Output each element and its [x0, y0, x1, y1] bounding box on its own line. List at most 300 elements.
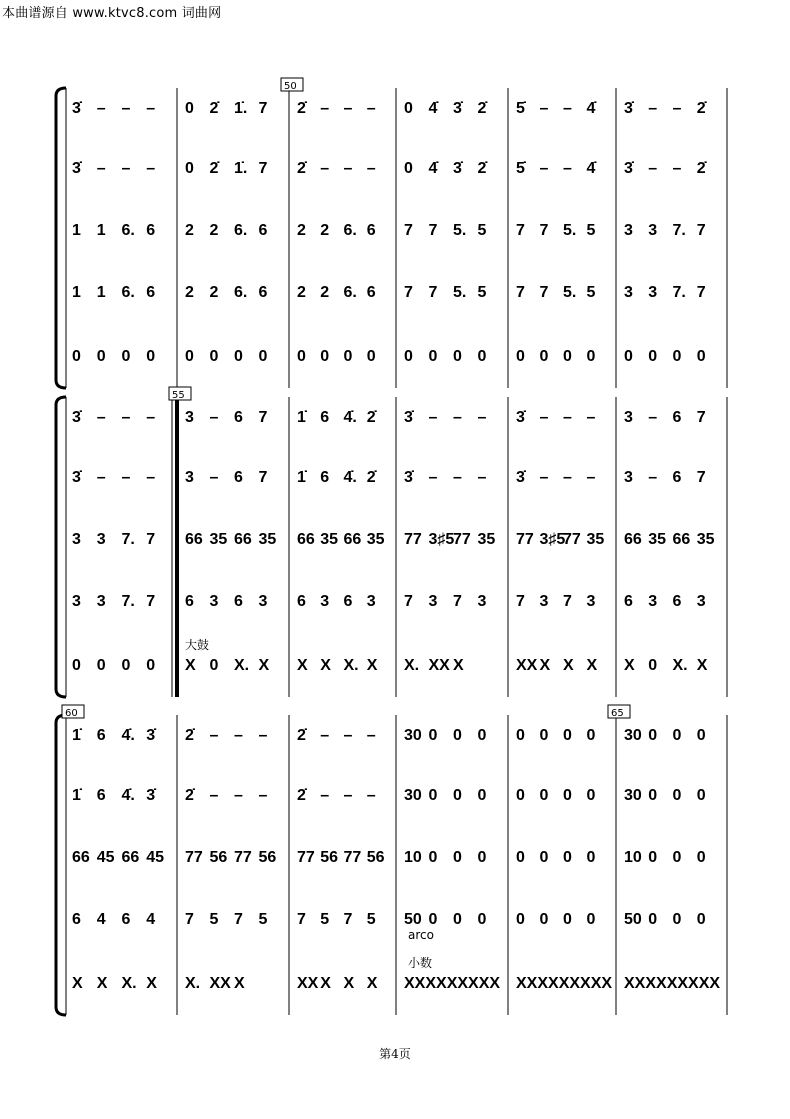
- note: 3̇: [404, 409, 413, 426]
- note: 6.: [234, 222, 248, 239]
- note: 3: [648, 593, 658, 610]
- note: 2̇: [297, 160, 306, 177]
- note: 3: [648, 222, 658, 239]
- note: 66: [672, 531, 691, 548]
- note: –: [453, 469, 462, 486]
- note: X: [72, 975, 83, 992]
- note: 0: [72, 348, 81, 365]
- note: 2̇: [696, 160, 706, 177]
- note: X.: [121, 975, 137, 992]
- note: 35: [586, 531, 605, 548]
- note: –: [96, 469, 106, 486]
- note: –: [586, 409, 596, 426]
- note: 4̇: [586, 100, 596, 117]
- note: 0: [672, 348, 682, 365]
- note: –: [343, 100, 353, 117]
- note: 0: [453, 348, 462, 365]
- note: 66: [343, 531, 362, 548]
- note: X: [297, 657, 308, 674]
- note: 7: [696, 469, 706, 486]
- note: 0: [209, 348, 219, 365]
- note: 1̇.: [234, 160, 248, 177]
- note: 66: [185, 531, 203, 548]
- note: 0: [563, 727, 572, 744]
- note: 3: [696, 593, 706, 610]
- note: 3: [320, 593, 330, 610]
- note: –: [366, 160, 376, 177]
- note: 2̇: [209, 100, 219, 117]
- note: –: [146, 409, 156, 426]
- note: 3̇: [146, 787, 156, 804]
- note: 7: [146, 593, 156, 610]
- note: 0: [586, 787, 596, 804]
- note: –: [563, 409, 572, 426]
- note: –: [648, 100, 658, 117]
- note: –: [121, 160, 131, 177]
- note: –: [234, 787, 243, 804]
- note: 7: [404, 284, 413, 301]
- note: 6: [146, 284, 156, 301]
- note: 6: [96, 727, 106, 744]
- note: 0: [234, 348, 243, 365]
- note: 0: [404, 100, 413, 117]
- note: –: [366, 100, 376, 117]
- note: 2̇: [477, 100, 487, 117]
- note: 6.: [343, 284, 357, 301]
- note: 0: [696, 849, 706, 866]
- note: 0: [648, 849, 658, 866]
- note: 5: [209, 911, 219, 928]
- note: 7: [696, 284, 706, 301]
- note: 0: [563, 348, 572, 365]
- note: 7: [404, 593, 413, 610]
- note: 3: [539, 593, 549, 610]
- note: 7: [539, 222, 549, 239]
- system-brace: [56, 397, 66, 697]
- note: 56: [209, 849, 228, 866]
- note: 0: [539, 727, 549, 744]
- note: –: [477, 469, 487, 486]
- note: 3: [624, 469, 633, 486]
- note: 45: [146, 849, 165, 866]
- note: 5.: [453, 284, 467, 301]
- note: 7: [258, 100, 268, 117]
- note: 5: [586, 284, 596, 301]
- note: 0: [563, 911, 572, 928]
- note: 4̇: [428, 160, 438, 177]
- note: –: [648, 469, 658, 486]
- note: 0: [404, 160, 413, 177]
- note: 6.: [121, 284, 135, 301]
- note: 6: [185, 593, 194, 610]
- note: X: [320, 975, 331, 992]
- note: 0: [477, 911, 487, 928]
- note: 3̇: [404, 469, 413, 486]
- note: 56: [258, 849, 277, 866]
- note: 7: [258, 469, 268, 486]
- note: –: [586, 469, 596, 486]
- note: –: [672, 160, 682, 177]
- note: 0: [146, 348, 156, 365]
- note: 0: [258, 348, 268, 365]
- note: X: [258, 657, 270, 674]
- note: 0: [539, 348, 549, 365]
- note: XX: [297, 975, 319, 992]
- note: 2: [185, 222, 194, 239]
- note: 3: [72, 531, 81, 548]
- note: 7: [404, 222, 413, 239]
- note: 3: [624, 409, 633, 426]
- note: 4: [146, 911, 156, 928]
- note: 4̇.: [343, 409, 357, 426]
- note: 6: [320, 469, 330, 486]
- note: –: [343, 160, 353, 177]
- note: 3: [648, 284, 658, 301]
- note: 5: [477, 222, 487, 239]
- note: 7.: [672, 284, 686, 301]
- note: 0: [624, 348, 633, 365]
- note: 3: [624, 222, 633, 239]
- note: 77: [453, 531, 471, 548]
- note: 7: [516, 284, 525, 301]
- note: –: [648, 409, 658, 426]
- note: –: [320, 160, 330, 177]
- note: XXXXXXXXX: [404, 975, 501, 992]
- note: 0: [185, 160, 194, 177]
- note: 6: [234, 593, 243, 610]
- note: –: [343, 787, 353, 804]
- note: 5: [366, 911, 376, 928]
- note: 7: [428, 284, 438, 301]
- note: –: [428, 469, 438, 486]
- note: 50: [624, 911, 642, 928]
- note: 77: [516, 531, 534, 548]
- note: 2̇: [477, 160, 487, 177]
- note: 5: [320, 911, 330, 928]
- note: 2̇: [209, 160, 219, 177]
- note: –: [209, 787, 219, 804]
- note: –: [453, 409, 462, 426]
- note: X.: [234, 657, 250, 674]
- note: 3: [72, 593, 81, 610]
- note: 77: [404, 531, 422, 548]
- note: 0: [185, 100, 194, 117]
- note: 7: [258, 160, 268, 177]
- system-brace: [56, 88, 66, 388]
- note: 0: [453, 727, 462, 744]
- note: 0: [696, 727, 706, 744]
- note: 5: [586, 222, 596, 239]
- note: 6: [672, 469, 682, 486]
- note: 1̇: [72, 727, 81, 744]
- note: 66: [234, 531, 252, 548]
- note: 7: [343, 911, 353, 928]
- note: 2: [297, 222, 306, 239]
- note: 45: [96, 849, 115, 866]
- note: 7: [563, 593, 572, 610]
- note: 3̇: [516, 469, 525, 486]
- note: 6: [366, 284, 376, 301]
- note: 0: [428, 911, 438, 928]
- note: 6: [146, 222, 156, 239]
- note: 0: [648, 911, 658, 928]
- note: 2̇: [297, 787, 306, 804]
- note: –: [121, 469, 131, 486]
- note: 5.: [563, 284, 577, 301]
- note: 50: [404, 911, 422, 928]
- note: 30: [404, 787, 422, 804]
- note: 0: [121, 657, 131, 674]
- note: X.: [672, 657, 688, 674]
- note: 5̇: [516, 160, 525, 177]
- note: –: [563, 469, 572, 486]
- note: 5.: [563, 222, 577, 239]
- note: 77: [563, 531, 581, 548]
- note: 1̇.: [234, 100, 248, 117]
- note: 0: [696, 348, 706, 365]
- note: 3: [185, 409, 194, 426]
- note: 2: [209, 284, 219, 301]
- note: 3: [96, 531, 106, 548]
- note: –: [366, 727, 376, 744]
- note: 2̇: [185, 727, 194, 744]
- note: –: [539, 100, 549, 117]
- note: 0: [297, 348, 306, 365]
- note: –: [209, 727, 219, 744]
- note: –: [121, 409, 131, 426]
- note: 2̇: [366, 469, 376, 486]
- note: –: [121, 100, 131, 117]
- note: 0: [648, 657, 658, 674]
- note: 30: [404, 727, 422, 744]
- note: 0: [428, 849, 438, 866]
- note: 7: [516, 222, 525, 239]
- note: 3: [96, 593, 106, 610]
- note: 4̇.: [343, 469, 357, 486]
- instrument-annotation: 小数: [408, 956, 433, 970]
- note: 1̇: [297, 409, 306, 426]
- note: 10: [624, 849, 642, 866]
- note: 6: [320, 409, 330, 426]
- note: 0: [672, 849, 682, 866]
- note: 7: [428, 222, 438, 239]
- note: –: [96, 409, 106, 426]
- note: 7: [453, 593, 462, 610]
- note: 0: [96, 348, 106, 365]
- note: –: [320, 100, 330, 117]
- note: 3: [258, 593, 268, 610]
- note: 0: [428, 787, 438, 804]
- note: 0: [146, 657, 156, 674]
- note: X.: [185, 975, 201, 992]
- note: –: [209, 409, 219, 426]
- note: 0: [539, 911, 549, 928]
- note: 0: [586, 911, 596, 928]
- note: 6.: [234, 284, 248, 301]
- note: X: [696, 657, 708, 674]
- note: 0: [72, 657, 81, 674]
- note: –: [648, 160, 658, 177]
- note: 0: [648, 787, 658, 804]
- note: 3: [586, 593, 596, 610]
- note: 3̇: [146, 727, 156, 744]
- note: X: [366, 657, 378, 674]
- measure-number: 55: [172, 390, 185, 401]
- note: 0: [477, 787, 487, 804]
- note: 35: [366, 531, 385, 548]
- note: 0: [516, 911, 525, 928]
- note: –: [539, 469, 549, 486]
- note: 6: [234, 409, 243, 426]
- note: 2̇: [297, 727, 306, 744]
- note: 6: [72, 911, 81, 928]
- note: 66: [121, 849, 140, 866]
- note: 2̇: [366, 409, 376, 426]
- note: –: [209, 469, 219, 486]
- note: X: [146, 975, 157, 992]
- note: 5: [477, 284, 487, 301]
- note: 0: [121, 348, 131, 365]
- note: 0: [404, 348, 413, 365]
- note: 0: [453, 911, 462, 928]
- note: 66: [624, 531, 642, 548]
- note: 7.: [121, 531, 135, 548]
- note: 0: [428, 348, 438, 365]
- measure-number: 65: [611, 708, 624, 719]
- note: X: [366, 975, 378, 992]
- note: 0: [648, 727, 658, 744]
- note: 6: [121, 911, 131, 928]
- note: 0: [672, 787, 682, 804]
- note: 0: [586, 348, 596, 365]
- note: 0: [185, 348, 194, 365]
- note: 66: [297, 531, 315, 548]
- note: 5: [258, 911, 268, 928]
- note: 1: [96, 284, 106, 301]
- note: 0: [516, 727, 525, 744]
- note: 35: [209, 531, 228, 548]
- note: –: [146, 100, 156, 117]
- note: 0: [539, 849, 549, 866]
- note: 4̇.: [121, 727, 135, 744]
- note: –: [258, 787, 268, 804]
- note: 2̇: [185, 787, 194, 804]
- note: 10: [404, 849, 422, 866]
- note: 77: [234, 849, 252, 866]
- note: 56: [366, 849, 385, 866]
- note: 6: [297, 593, 306, 610]
- note: 6: [672, 409, 682, 426]
- note: 6.: [121, 222, 135, 239]
- note: 66: [72, 849, 90, 866]
- note: 0: [453, 849, 462, 866]
- note: 35: [320, 531, 339, 548]
- note: 3̇: [72, 469, 81, 486]
- note: –: [96, 160, 106, 177]
- note: X: [624, 657, 635, 674]
- note: 1̇: [72, 787, 81, 804]
- note: 4: [96, 911, 106, 928]
- note: X: [234, 975, 245, 992]
- note: 3̇: [72, 100, 81, 117]
- note: 6: [258, 284, 268, 301]
- note: 0: [563, 787, 572, 804]
- note: 7: [297, 911, 306, 928]
- note: –: [563, 100, 572, 117]
- note: –: [539, 160, 549, 177]
- note: 0: [672, 911, 682, 928]
- note: 1: [72, 284, 81, 301]
- note: 0: [209, 657, 219, 674]
- note: XXXXXXXXX: [516, 975, 613, 992]
- note: 0: [563, 849, 572, 866]
- note: –: [343, 727, 353, 744]
- note: X: [563, 657, 574, 674]
- note: 30: [624, 787, 642, 804]
- note: 56: [320, 849, 339, 866]
- note: X.: [404, 657, 420, 674]
- note: 7: [516, 593, 525, 610]
- system-brace: [56, 715, 66, 1015]
- note: 3♯5: [539, 531, 566, 548]
- note: 30: [624, 727, 642, 744]
- note: 3: [209, 593, 219, 610]
- note: 2̇: [696, 100, 706, 117]
- note: 0: [477, 348, 487, 365]
- note: X: [343, 975, 355, 992]
- note: 0: [586, 849, 596, 866]
- note: 7: [146, 531, 156, 548]
- note: X: [320, 657, 331, 674]
- instrument-annotation: 大鼓: [185, 638, 210, 652]
- note: 35: [258, 531, 277, 548]
- note: 3: [477, 593, 487, 610]
- note: 0: [672, 727, 682, 744]
- note: 7.: [672, 222, 686, 239]
- note: 6: [343, 593, 353, 610]
- note: –: [428, 409, 438, 426]
- note: 0: [477, 849, 487, 866]
- note: 3̇: [453, 160, 462, 177]
- note: 0: [696, 911, 706, 928]
- source-header: 本曲谱源自 www.ktvc8.com 词曲网: [2, 6, 222, 21]
- note: 6: [96, 787, 106, 804]
- note: 0: [516, 787, 525, 804]
- note: 0: [477, 727, 487, 744]
- note: –: [320, 787, 330, 804]
- note: 35: [648, 531, 667, 548]
- note: –: [258, 727, 268, 744]
- note: 1: [96, 222, 106, 239]
- note: 2: [209, 222, 219, 239]
- note: 0: [453, 787, 462, 804]
- note: –: [539, 409, 549, 426]
- note: –: [563, 160, 572, 177]
- note: X.: [343, 657, 359, 674]
- note: 0: [696, 787, 706, 804]
- note: 77: [343, 849, 362, 866]
- note: 6: [366, 222, 376, 239]
- note: 0: [516, 348, 525, 365]
- note: –: [146, 160, 156, 177]
- note: 0: [366, 348, 376, 365]
- note: 0: [343, 348, 353, 365]
- note: 77: [185, 849, 203, 866]
- note: 3̇: [72, 409, 81, 426]
- note: –: [477, 409, 487, 426]
- instrument-annotation: arco: [408, 928, 434, 942]
- note: 5.: [453, 222, 467, 239]
